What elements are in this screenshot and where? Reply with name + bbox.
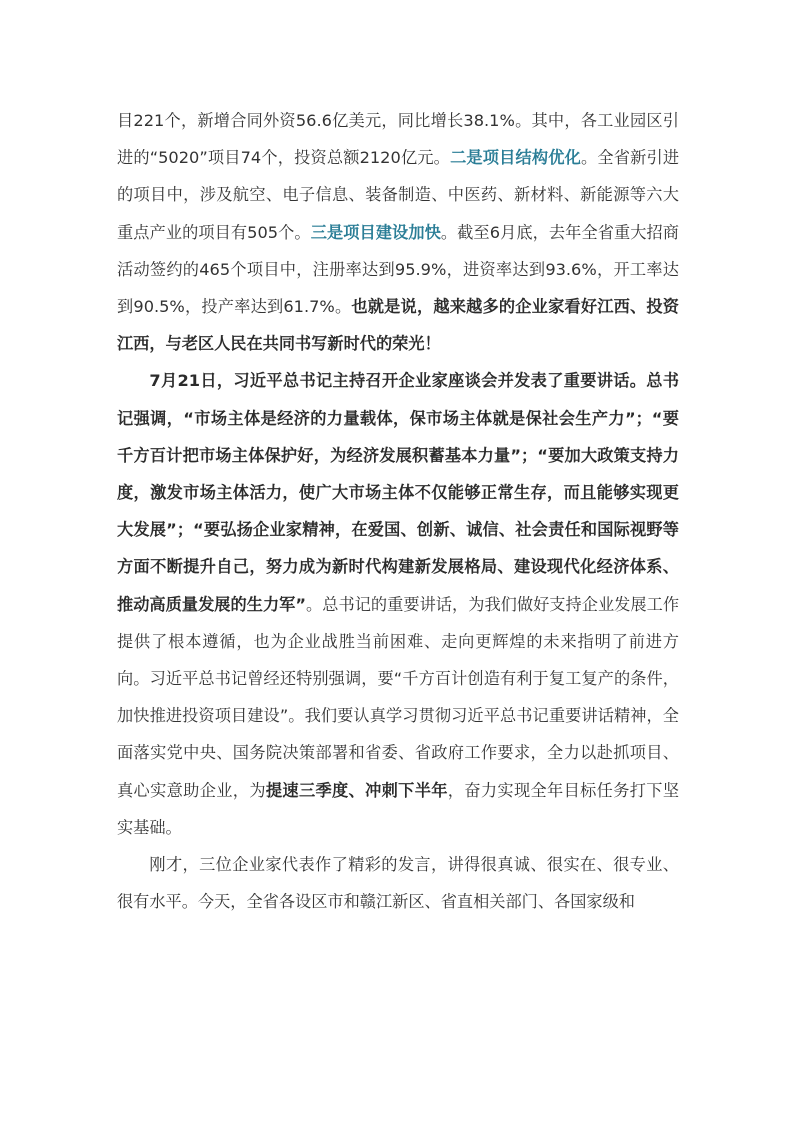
paragraph-project-stats [117, 102, 679, 362]
bold-speech-quote: 7月21日，习近平总书记主持召开企业家座谈会并发表了重要讲话。总书记强调，“市场主体是经济的力量载体，保市场主体就是保社会生产力”；“要千方百计把市场主体保护好，为经济发展积蓄基本力量”；“要加大政策支持力度，激发市场主体活力，使广大市场主体不仅能够正常生存，而且能够实现更大发展”；“要弘扬企业家精神，在爱国、创新、诚信、社会责任和国际视野等方面不断提升自己，努力成为新时代构建新发展格局、建设现代化经济体系、推动高质量发展的生力军” [117, 371, 679, 614]
highlight-structure-optimization: 二是项目结构优化 [450, 148, 581, 168]
text-segment: 目221个，新增合同外资56.6亿美元，同比增长38.1%。其中，各工业园区引进的“5020”项目74个，投资总额2120亿元。 [117, 111, 679, 168]
bold-summary: 也就是说，越来越多的企业家看好江西、投资江西，与老区人民在共同书写新时代的荣光！ [117, 297, 679, 354]
text-segment: 刚才，三位企业家代表作了精彩的发言，讲得很真诚、很实在、很专业、很有水平。今天，全省各设区市和赣江新区、省直相关部门、各国家级和 [117, 855, 679, 912]
highlight-construction-acceleration: 三是项目建设加快 [310, 222, 441, 242]
text-segment: ，奋力实现全年目标任务打下坚实基础。 [117, 780, 680, 837]
paragraph-entrepreneurs [117, 846, 679, 920]
bold-goal: 提速三季度、冲刺下半年 [265, 780, 448, 800]
text-segment: 。截至6月底，去年全省重大招商活动签约的465个项目中，注册率达到95.9%，进资率达到93.6%，开工率达到90.5%，投产率达到61.7%。 [117, 222, 679, 317]
text-segment: 。总书记的重要讲话，为我们做好支持企业发展工作提供了根本遵循，也为企业战胜当前困难、走向更辉煌的未来指明了前进方向。习近平总书记曾经还特别强调，要“千方百计创造有利于复工复产的条件，加快推进投资项目建设”。我们要认真学习贯彻习近平总书记重要讲话精神，全面落实党中央、国务院决策部署和省委、省政府工作要求，全力以赴抓项目、真心实意助企业，为 [117, 594, 680, 800]
paragraph-speech [117, 362, 679, 846]
text-segment: 。全省新引进的项目中，涉及航空、电子信息、装备制造、中医药、新材料、新能源等六大重点产业的项目有505个。 [117, 148, 680, 242]
document-page [117, 102, 679, 920]
